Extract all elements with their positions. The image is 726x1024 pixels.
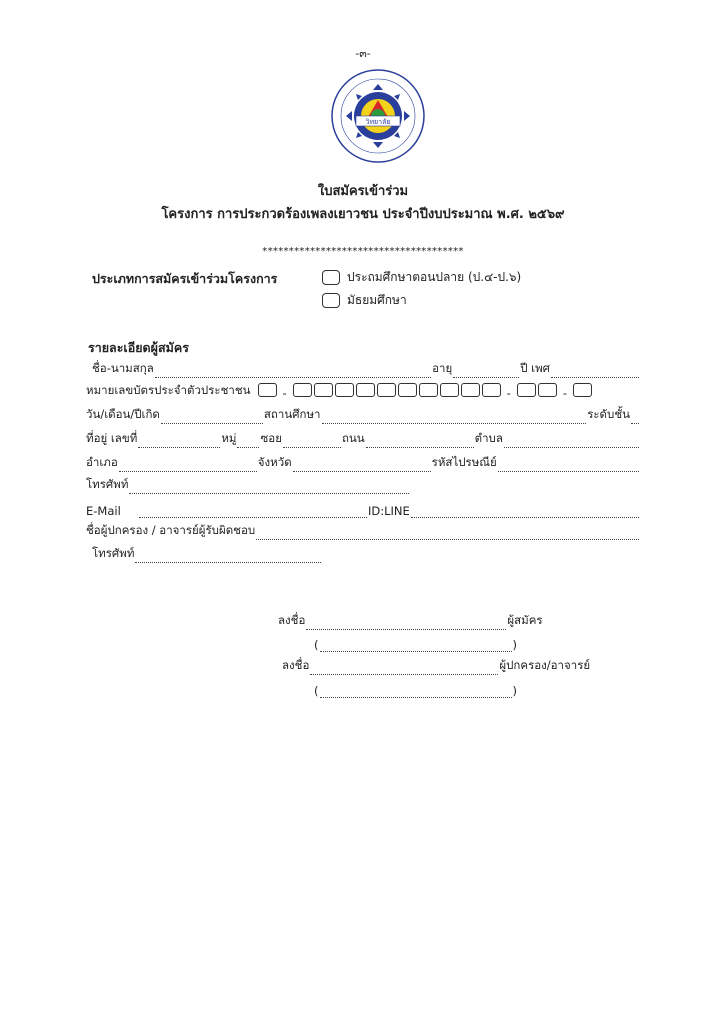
grade-field[interactable] xyxy=(631,411,639,424)
form-title: ใบสมัครเข้าร่วม xyxy=(317,184,409,199)
subdistrict-field[interactable] xyxy=(504,435,639,448)
applicant-role-label: ผู้สมัคร xyxy=(507,613,543,627)
option-secondary[interactable] xyxy=(322,291,407,310)
row-email xyxy=(86,500,640,518)
year-gender-label: ปี เพศ xyxy=(520,361,550,375)
applicant-printed-name-field[interactable] xyxy=(320,639,512,652)
guardian-open-paren: ( xyxy=(314,684,319,698)
guardian-sign-label: ลงชื่อ xyxy=(282,658,310,672)
name-field[interactable] xyxy=(155,365,431,378)
option-primary[interactable] xyxy=(322,268,521,287)
line-label: ID:LINE xyxy=(368,504,410,518)
district-label: อำเภอ xyxy=(86,455,118,469)
row-guardian-phone xyxy=(92,545,646,563)
separator: ************************************** xyxy=(262,246,464,257)
guardian-close-paren: ) xyxy=(512,684,517,698)
postcode-field[interactable] xyxy=(498,459,639,472)
district-field[interactable] xyxy=(119,459,257,472)
checkbox-secondary[interactable] xyxy=(322,293,340,308)
moo-label: หมู่ xyxy=(221,431,237,445)
applicant-name-row xyxy=(314,634,517,652)
email-field[interactable] xyxy=(139,505,367,518)
phone-label: โทรศัพท์ xyxy=(86,477,129,491)
row-id-card xyxy=(86,382,640,400)
dob-label: วัน/เดือน/ปีเกิด xyxy=(86,407,160,421)
institution-logo xyxy=(330,68,426,164)
age-label: อายุ xyxy=(432,361,453,375)
guardian-label: ชื่อผู้ปกครอง / อาจารย์ผู้รับผิดชอบ xyxy=(86,523,256,537)
subdistrict-label: ตำบล xyxy=(474,431,503,445)
id-card-label: หมายเลขบัตรประจำตัวประชาชน xyxy=(86,383,251,397)
grade-label: ระดับชั้น xyxy=(587,407,630,421)
school-field[interactable] xyxy=(322,411,587,424)
guardian-name-row xyxy=(314,680,517,698)
guardian-printed-name-field[interactable] xyxy=(320,685,512,698)
age-field[interactable] xyxy=(453,365,519,378)
house-no-field[interactable] xyxy=(138,435,220,448)
id-card-boxes[interactable]: - - - xyxy=(257,383,593,400)
applicant-signature-row xyxy=(278,612,543,630)
soi-label: ซอย xyxy=(260,431,282,445)
road-field[interactable] xyxy=(366,435,474,448)
postcode-label: รหัสไปรษณีย์ xyxy=(431,455,497,469)
phone-field[interactable] xyxy=(129,481,409,494)
project-subtitle: โครงการ การประกวดร้องเพลงเยาวชน ประจำปีงบประมาณ พ.ศ. ๒๕๖๙ xyxy=(161,207,565,222)
row-guardian xyxy=(86,522,640,540)
moo-field[interactable] xyxy=(237,435,259,448)
road-label: ถนน xyxy=(341,431,365,445)
gender-field[interactable] xyxy=(551,365,639,378)
address-label: ที่อยู่ เลขที่ xyxy=(86,431,138,445)
school-label: สถานศึกษา xyxy=(263,407,321,421)
row-phone xyxy=(86,476,640,494)
guardian-role-label: ผู้ปกครอง/อาจารย์ xyxy=(499,658,591,672)
province-label: จังหวัด xyxy=(257,455,292,469)
option-primary-label: ประถมศึกษาตอนปลาย (ป.๔-ป.๖) xyxy=(347,270,522,284)
applicant-section-title: รายละเอียดผู้สมัคร xyxy=(88,340,189,355)
applicant-sign-label: ลงชื่อ xyxy=(278,613,306,627)
row-address xyxy=(86,430,640,448)
row-district xyxy=(86,454,640,472)
guardian-signature-field[interactable] xyxy=(310,662,498,675)
checkbox-primary[interactable] xyxy=(322,270,340,285)
logo-text: วิทยาลัย xyxy=(365,118,391,126)
soi-field[interactable] xyxy=(283,435,341,448)
application-type-label: ประเภทการสมัครเข้าร่วมโครงการ xyxy=(92,271,278,286)
guardian-phone-field[interactable] xyxy=(135,550,321,563)
guardian-phone-label: โทรศัพท์ xyxy=(92,546,135,560)
guardian-field[interactable] xyxy=(256,527,639,540)
province-field[interactable] xyxy=(293,459,431,472)
email-label: E-Mail xyxy=(86,504,121,518)
name-label: ชื่อ-นามสกุล xyxy=(92,361,154,375)
row-dob xyxy=(86,406,640,424)
applicant-signature-field[interactable] xyxy=(306,617,506,630)
applicant-close-paren: ) xyxy=(512,638,517,652)
row-name xyxy=(92,360,640,378)
guardian-signature-row xyxy=(282,657,590,675)
option-secondary-label: มัธยมศึกษา xyxy=(347,293,407,307)
line-field[interactable] xyxy=(411,505,639,518)
applicant-open-paren: ( xyxy=(314,638,319,652)
dob-field[interactable] xyxy=(161,411,263,424)
page-number: -๓- xyxy=(355,47,371,60)
